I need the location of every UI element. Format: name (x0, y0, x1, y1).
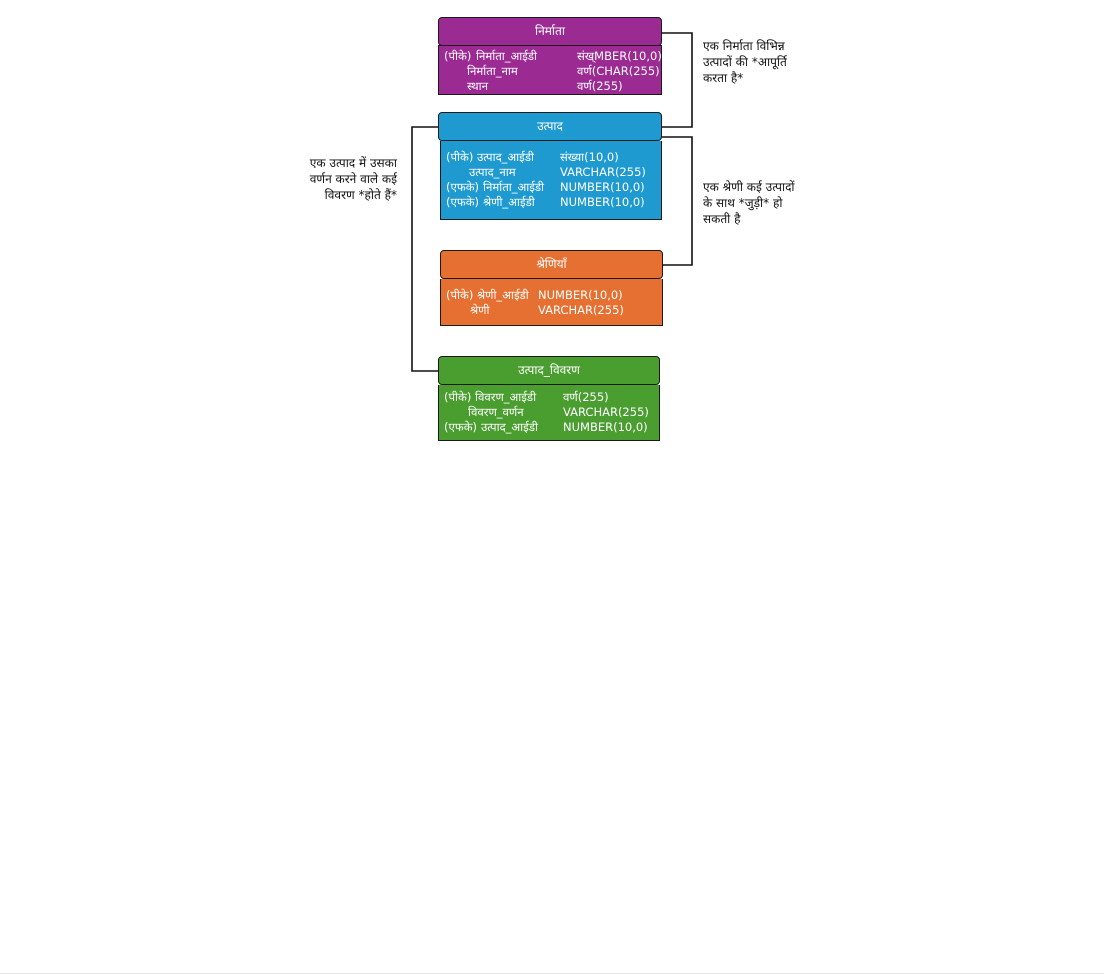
note-line: सकती है (703, 212, 741, 226)
table-row (439, 49, 661, 64)
column-type: NUMBER(10,0) (560, 180, 645, 194)
column-type: NUMBER(10,0) (560, 195, 645, 209)
product-detail-line (412, 127, 438, 371)
entity-product[interactable] (438, 112, 662, 220)
key-label: (पीके) (446, 288, 474, 302)
note-line: विवरण *होते हैं* (324, 188, 397, 202)
column-name: श्रेणी_आईडी (483, 195, 535, 209)
note-line: के साथ *जुड़ी* हो (703, 196, 783, 210)
entity-manufacturer-body (438, 45, 662, 95)
entity-product-detail-title: उत्पाद_विवरण (518, 363, 580, 377)
column-name: उत्पाद_नाम (469, 165, 516, 179)
note-line: उत्पादों की *आपूर्ति (703, 55, 787, 69)
table-row (441, 165, 661, 180)
column-type: संख्या(10,0) (560, 150, 619, 164)
column-type: NUMBER(10,0) (563, 420, 648, 434)
table-row (439, 64, 661, 79)
entity-category-title: श्रेणियाँ (536, 257, 567, 271)
note-product-has-details (292, 155, 397, 203)
entity-product-title: उत्पाद (537, 119, 563, 133)
column-type: वर्ण(CHAR(255) (577, 64, 660, 78)
note-line: एक निर्माता विभिन्न (703, 39, 785, 53)
entity-category-body (440, 279, 663, 326)
table-row (441, 288, 662, 303)
manufacturer-product-line (661, 33, 692, 127)
column-type: NUMBER(10,0) (538, 288, 623, 302)
entity-manufacturer-title: निर्माता (534, 24, 565, 38)
table-row (439, 405, 659, 420)
column-name: श्रेणी_आईडी (477, 288, 529, 302)
column-type: VARCHAR(255) (563, 405, 649, 419)
entity-category-header (440, 250, 663, 279)
table-row (441, 195, 661, 210)
entity-manufacturer[interactable] (438, 17, 662, 95)
table-row (441, 150, 661, 165)
bottom-divider (0, 973, 1104, 974)
entity-category[interactable] (440, 250, 663, 326)
column-name: निर्माता_आईडी (483, 180, 545, 194)
note-manufacturer-supplies (703, 38, 787, 86)
note-line: एक उत्पाद में उसका (309, 156, 397, 170)
key-label: (पीके) (444, 49, 472, 63)
entity-product-body (440, 141, 662, 220)
note-line: एक श्रेणी कई उत्पादों (703, 180, 795, 194)
column-name: निर्माता_आईडी (476, 49, 538, 63)
entity-product-detail-body (438, 385, 660, 441)
note-line: वर्णन करने वाले कई (309, 172, 397, 186)
column-type: संख्MBER(10,0) (577, 49, 662, 63)
column-type: VARCHAR(255) (560, 165, 646, 179)
column-name: स्थान (467, 79, 488, 93)
column-name: विवरण_आईडी (475, 390, 537, 404)
key-label: (एफके) (446, 195, 480, 209)
column-name: विवरण_वर्णन (468, 405, 524, 419)
table-row (441, 303, 662, 318)
note-category-joins (703, 179, 795, 227)
entity-product-detail-header (438, 356, 660, 385)
column-type: VARCHAR(255) (538, 303, 624, 317)
note-line: करता है* (703, 71, 744, 85)
entity-manufacturer-header (438, 17, 662, 46)
key-label: (एफके) (444, 420, 478, 434)
column-type: वर्ण(255) (577, 79, 623, 93)
table-row (439, 420, 659, 435)
key-label: (पीके) (444, 390, 472, 404)
table-row (439, 390, 659, 405)
table-row (441, 180, 661, 195)
entity-product-header (438, 112, 662, 141)
column-name: उत्पाद_आईडी (477, 150, 534, 164)
column-name: निर्माता_नाम (467, 64, 518, 78)
table-row (439, 79, 661, 94)
entity-product-detail[interactable] (438, 356, 660, 441)
column-type: वर्ण(255) (563, 390, 609, 404)
column-name: उत्पाद_आईडी (481, 420, 538, 434)
key-label: (पीके) (446, 150, 474, 164)
product-category-line (661, 137, 692, 265)
key-label: (एफके) (446, 180, 480, 194)
column-name: श्रेणी (470, 303, 490, 317)
